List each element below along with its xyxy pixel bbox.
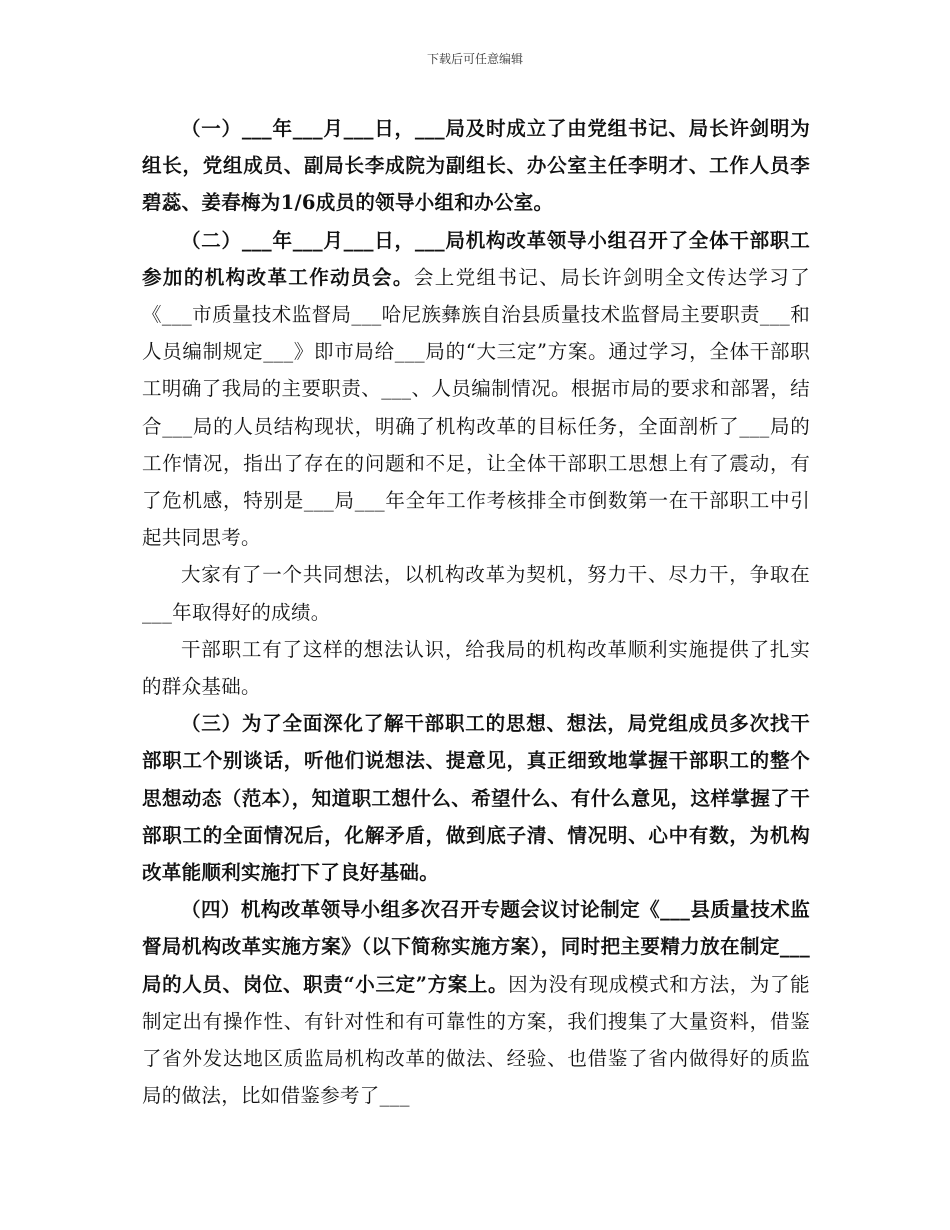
paragraph-4 <box>142 631 810 705</box>
paragraph-6 <box>142 891 810 1114</box>
paragraph-1-bold-text: （一）___年___月___日，___局及时成立了由党组书记、局长许剑明为组长，党组成员、副局长李成院为副组长、办公室主任李明才、工作人员李碧蕊、姜春梅为1/6成员的领导小组和办公室。 <box>142 117 810 215</box>
paragraph-5-bold-text: （三）为了全面深化了解干部职工的思想、想法，局党组成员多次找干部职工个别谈话，听他们说想法、提意见，真正细致地掌握干部职工的整个思想动态（范本），知道职工想什么、希望什么、有什么意见，这样掌握了干部职工的全面情况后，化解矛盾，做到底子清、情况明、心中有数，为机构改革能顺利实施打下了良好基础。 <box>142 712 810 885</box>
document-body <box>142 110 810 1114</box>
paragraph-5 <box>142 705 810 891</box>
paragraph-3-normal-text: 大家有了一个共同想法，以机构改革为契机，努力干、尽力干，争取在___年取得好的成绩。 <box>142 563 810 624</box>
page-header: 下载后可任意编辑 <box>426 52 523 66</box>
paragraph-4-normal-text: 干部职工有了这样的想法认识，给我局的机构改革顺利实施提供了扎实的群众基础。 <box>142 637 810 699</box>
paragraph-2 <box>142 222 810 557</box>
paragraph-6-normal-text: 因为没有现成模式和方法，为了能制定出有操作性、有针对性和有可靠性的方案，我们搜集了大量资料，借鉴了省外发达地区质监局机构改革的做法、经验、也借鉴了省内做得好的质监局的做法，比如借鉴参考了___ <box>142 972 810 1108</box>
paragraph-3 <box>142 556 810 630</box>
paragraph-1 <box>142 110 810 222</box>
paragraph-2-bold-text: （二）___年___月___日，___局机构改革领导小组召开了全体干部职工参加的机构改革工作动员会。 <box>142 228 810 289</box>
paragraph-2-normal-text: 会上党组书记、局长许剑明全文传达学习了《___市质量技术监督局___哈尼族彝族自治县质量技术监督局主要职责___和人员编制规定___》即市局给___局的“大三定”方案。通过学习，全体干部职工明确了我局的主要职责、___、人员编制情况。根据市局的要求和部署，结合___局的人员结构现状，明确了机构改革的目标任务，全面剖析了___局的工作情况，指出了存在的问题和不足，让全体干部职工思想上有了震动，有了危机感，特别是___局___年全年工作考核排全市倒数第一在干部职工中引起共同思考。 <box>142 265 810 550</box>
paragraph-6-bold-text: （四）机构改革领导小组多次召开专题会议讨论制定《___县质量技术监督局机构改革实施方案》（以下简称实施方案），同时把主要精力放在制定___局的人员、岗位、职责“小三定”方案上。 <box>142 898 810 996</box>
